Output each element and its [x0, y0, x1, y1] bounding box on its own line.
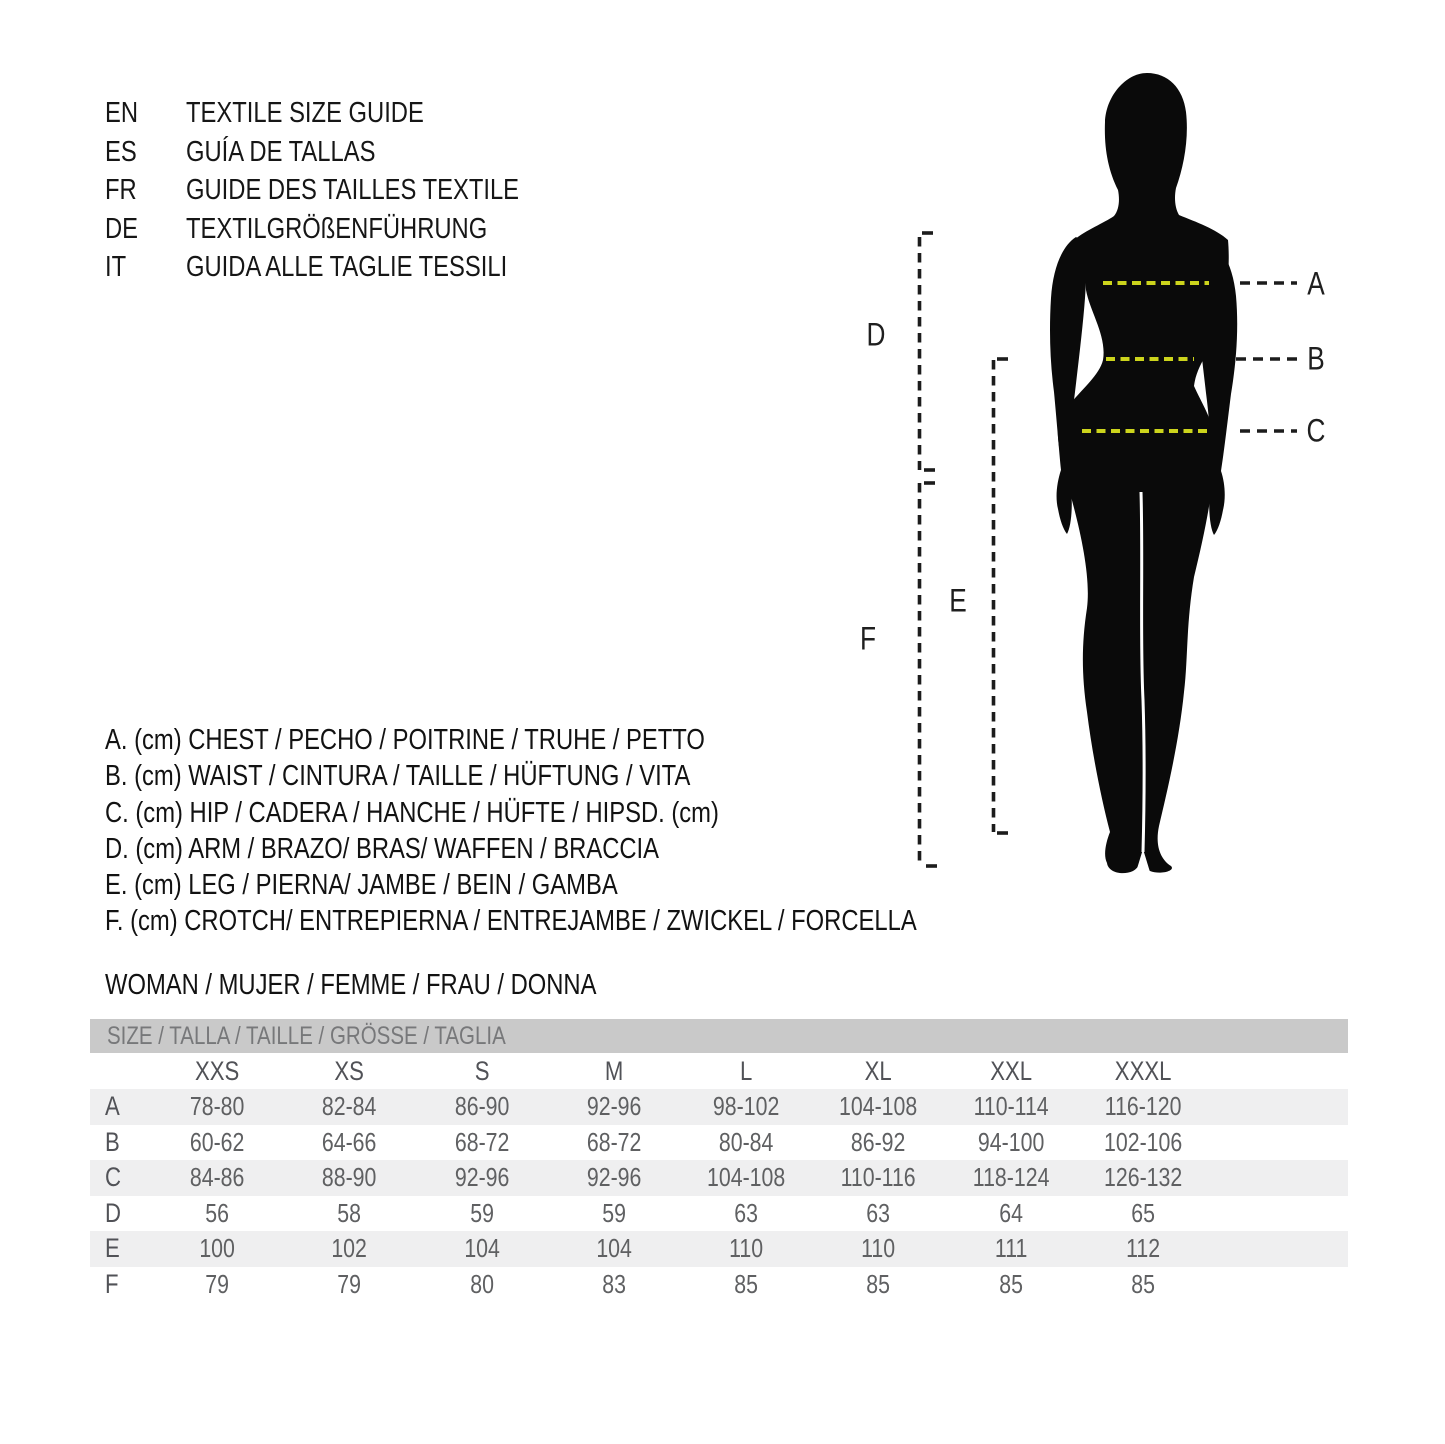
- size-cell: 118-124: [972, 1162, 1049, 1193]
- language-row: [105, 210, 592, 249]
- size-cell: 80: [469, 1268, 494, 1299]
- legend-line: A. (cm) CHEST / PECHO / POITRINE / TRUHE / PETTO: [105, 724, 705, 756]
- size-cell: 58: [337, 1197, 362, 1228]
- size-col-header: XL: [864, 1055, 892, 1086]
- label-chest-a: A: [1307, 265, 1325, 302]
- language-title: TEXTILE SIZE GUIDE: [186, 97, 424, 129]
- label-waist-b: B: [1307, 340, 1325, 377]
- size-row-label: D: [105, 1197, 121, 1228]
- size-cell: 104-108: [706, 1162, 786, 1193]
- figure-svg: [830, 60, 1330, 940]
- size-cell: 110: [729, 1233, 764, 1264]
- gender-heading: [105, 968, 704, 1002]
- size-cell: 92-96: [586, 1091, 642, 1122]
- size-col-header: M: [604, 1055, 624, 1086]
- size-cell: 83: [602, 1268, 626, 1299]
- size-cell: 104-108: [839, 1091, 918, 1122]
- size-cell: 110-114: [973, 1091, 1049, 1122]
- language-title: GUIDA ALLE TAGLIE TESSILI: [186, 251, 508, 283]
- size-row-label: C: [105, 1162, 121, 1193]
- size-cell: 86-92: [851, 1126, 906, 1157]
- size-cell: 63: [734, 1197, 758, 1228]
- language-code: DE: [105, 212, 139, 245]
- size-row-label: E: [105, 1233, 120, 1264]
- size-col-header: L: [739, 1055, 753, 1086]
- size-cell: 102-106: [1103, 1126, 1182, 1157]
- size-cell: 64: [998, 1197, 1023, 1228]
- legend-line: F. (cm) CROTCH/ ENTREPIERNA / ENTREJAMBE / ZWICKEL / FORCELLA: [105, 905, 917, 938]
- size-cell: 68-72: [586, 1126, 642, 1157]
- label-crotch-f: F: [859, 620, 877, 657]
- size-cell: 84-86: [189, 1162, 245, 1193]
- size-cell: 92-96: [586, 1162, 642, 1193]
- size-column-header-row: [90, 1053, 1348, 1089]
- language-title: GUIDE DES TAILLES TEXTILE: [186, 174, 520, 206]
- size-cell: 59: [602, 1197, 626, 1228]
- legend-line: B. (cm) WAIST / CINTURA / TAILLE / HÜFTUNG / VITA: [105, 760, 691, 793]
- language-title-list: [105, 94, 592, 287]
- language-title: TEXTILGRÖßENFÜHRUNG: [186, 212, 488, 245]
- size-cell: 104: [596, 1233, 632, 1264]
- size-row-label: A: [105, 1091, 120, 1122]
- size-cell: 112: [1125, 1233, 1160, 1264]
- table-row: [90, 1160, 1348, 1196]
- language-row: [105, 171, 592, 210]
- size-row-label: F: [105, 1268, 119, 1299]
- size-cell: 98-102: [712, 1091, 780, 1122]
- gender-heading-text: WOMAN / MUJER / FEMME / FRAU / DONNA: [105, 969, 597, 1001]
- size-col-header: S: [474, 1055, 490, 1086]
- legend-line: C. (cm) HIP / CADERA / HANCHE / HÜFTE / HIPSD. (cm): [105, 796, 719, 829]
- language-row: [105, 248, 592, 287]
- size-cell: 104: [463, 1233, 500, 1264]
- size-cell: 68-72: [454, 1126, 509, 1157]
- size-col-header: XS: [334, 1055, 365, 1086]
- size-cell: 110: [861, 1233, 896, 1264]
- leader-lines: [1236, 283, 1297, 431]
- language-code: IT: [105, 251, 127, 283]
- size-table-header-bar: [90, 1019, 1348, 1053]
- size-cell: 116-120: [1104, 1091, 1182, 1122]
- size-cell: 110-116: [840, 1162, 916, 1193]
- size-cell: 56: [205, 1197, 229, 1228]
- size-cell: 80-84: [718, 1126, 774, 1157]
- size-col-header: XXXL: [1114, 1055, 1172, 1086]
- size-cell: 60-62: [189, 1126, 245, 1157]
- size-cell: 88-90: [322, 1162, 377, 1193]
- size-cell: 64-66: [322, 1126, 377, 1157]
- size-cell: 85: [998, 1268, 1023, 1299]
- label-leg-e: E: [949, 582, 967, 619]
- language-code: EN: [105, 97, 139, 129]
- size-col-header: XXL: [989, 1055, 1032, 1086]
- size-cell: 102: [331, 1233, 368, 1264]
- size-cell: 85: [866, 1268, 891, 1299]
- size-cell: 100: [199, 1233, 235, 1264]
- measurement-diagram: [830, 60, 1330, 940]
- size-table-title: SIZE / TALLA / TAILLE / GRÖSSE / TAGLIA: [107, 1021, 506, 1050]
- language-row: [105, 94, 592, 133]
- table-row: [90, 1089, 1348, 1125]
- label-hip-c: C: [1306, 412, 1326, 449]
- size-cell: 92-96: [454, 1162, 509, 1193]
- size-cell: 85: [1131, 1268, 1155, 1299]
- size-cell: 78-80: [189, 1091, 245, 1122]
- language-title: GUÍA DE TALLAS: [186, 135, 376, 168]
- table-row: [90, 1196, 1348, 1232]
- table-row: [90, 1231, 1348, 1267]
- size-cell: 63: [866, 1197, 891, 1228]
- size-col-header: XXS: [194, 1055, 240, 1086]
- language-row: [105, 133, 592, 172]
- size-cell: 65: [1131, 1197, 1155, 1228]
- legend-line: E. (cm) LEG / PIERNA/ JAMBE / BEIN / GAMBA: [105, 869, 618, 902]
- size-cell: 85: [734, 1268, 758, 1299]
- table-row: [90, 1267, 1348, 1303]
- size-cell: 111: [994, 1233, 1027, 1264]
- size-cell: 79: [205, 1268, 229, 1299]
- legend-line: D. (cm) ARM / BRAZO/ BRAS/ WAFFEN / BRACCIA: [105, 832, 660, 865]
- size-cell: 82-84: [322, 1091, 377, 1122]
- size-cell: 94-100: [977, 1126, 1044, 1157]
- table-row: [90, 1125, 1348, 1161]
- label-arm-d: D: [866, 316, 886, 353]
- language-code: FR: [105, 174, 137, 206]
- size-cell: 126-132: [1103, 1162, 1182, 1193]
- size-cell: 79: [337, 1268, 362, 1299]
- size-cell: 86-90: [454, 1091, 509, 1122]
- vertical-measure-lines: [920, 233, 1009, 866]
- size-cell: 59: [469, 1197, 494, 1228]
- woman-silhouette: [1050, 73, 1237, 873]
- size-table: [90, 1019, 1348, 1302]
- size-row-label: B: [105, 1126, 120, 1157]
- language-code: ES: [105, 135, 137, 168]
